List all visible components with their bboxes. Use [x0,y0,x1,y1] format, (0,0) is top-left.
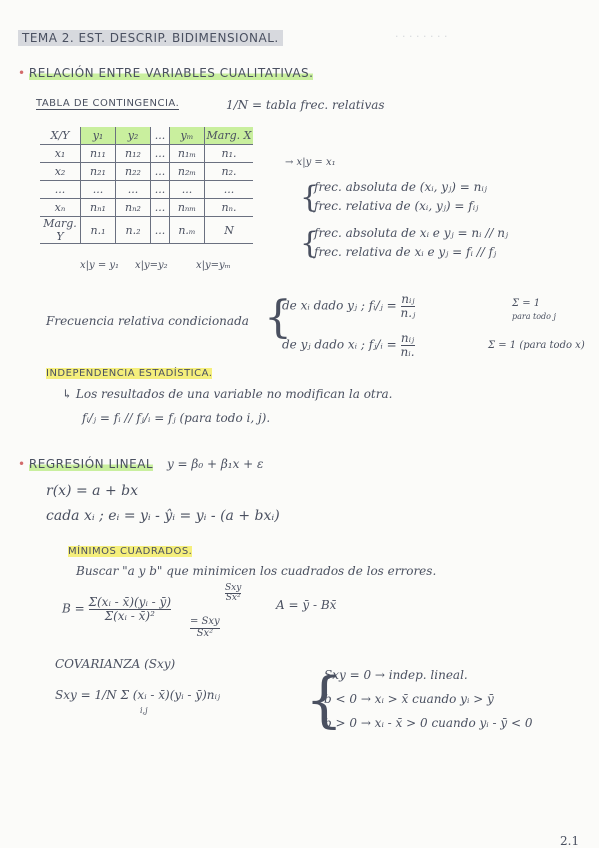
cond-freq-a [282,293,415,319]
table-cell: nₙ. [205,199,254,217]
denominator: Σ(xᵢ - x̄)² [104,608,155,623]
brace-icon: { [264,292,292,343]
cond-freq-b-sum: Σ = 1 (para todo x) [488,340,585,351]
table-header-cell: y₁ [81,127,116,145]
table-row [40,163,253,181]
cond-freq-a-sum: Σ = 1 [512,298,541,309]
table-cell: x₂ [40,163,81,181]
a-formula: A = ȳ - Bx̄ [276,598,337,612]
cond-freq-a-text: de xᵢ dado yⱼ ; fᵢ/ⱼ = [282,298,397,313]
col-arrow-note: x|y=yₘ [196,260,231,271]
table-cell: x₁ [40,145,81,163]
table-cell: Marg. Y [40,217,81,244]
numerator: = Sxy [190,616,220,627]
table-header-cell: y₂ [116,127,151,145]
bullet-icon: • [18,457,26,471]
b-label: B = [62,601,85,616]
table-cell: n.₂ [116,217,151,244]
table-cell: ... [151,163,170,181]
table-cell: n₁₂ [116,145,151,163]
col-arrow-note: x|y = y₁ [80,260,120,271]
table-cell: n₁ₘ [170,145,205,163]
covariance-formula: Sxy = 1/N Σ (xᵢ - x̄)(yᵢ - ȳ)nᵢⱼ [55,688,221,702]
regression-model: y = β₀ + β₁x + ε [166,457,264,471]
table-row [40,199,253,217]
independence-text: ↳ Los resultados de una variable no modifican la otra. [62,387,393,401]
table-cell: nₙₘ [170,199,205,217]
table-header-cell: ... [151,127,170,145]
table-note: 1/N = tabla frec. relativas [226,98,385,112]
numerator: Sxy [225,583,242,593]
table-cell: xₙ [40,199,81,217]
fraction [401,332,415,358]
table-cell: N [205,217,254,244]
brace-icon: { [300,226,320,261]
section2-heading [18,457,264,471]
fraction [401,293,416,319]
table-cell: ... [170,181,205,199]
table-row [40,145,253,163]
definition: frec. relativa de xᵢ e yⱼ = fᵢ // fⱼ [314,245,497,259]
table-cell: ... [151,199,170,217]
section2-heading-text: REGRESIÓN LINEAL [28,457,154,471]
col-arrow-note: x|y=y₂ [135,260,168,271]
denominator: Sx² [225,593,241,604]
denominator: nᵢ. [400,344,415,359]
covariance-sum-index: i,j [140,706,148,715]
table-cell: ... [205,181,254,199]
table-cell: n₂ₘ [170,163,205,181]
least-squares-heading: MÍNIMOS CUADRADOS. [68,546,193,557]
table-header-cell: yₘ [170,127,205,145]
fraction [225,584,241,604]
b-formula [62,596,171,622]
page-number: 2.1 [560,834,580,848]
covariance-case: b > 0 → xᵢ - x̄ > 0 cuando yᵢ - ȳ < 0 [324,716,533,730]
table-cell: ... [40,181,81,199]
section1-heading-text: RELACIÓN ENTRE VARIABLES CUALITATIVAS. [28,66,314,80]
table-cell: n₂. [205,163,254,181]
section1-heading [18,66,313,80]
table-header-cell: Marg. X [205,127,254,145]
table-header-row [40,127,253,145]
table-cell: nₙ₁ [81,199,116,217]
covariance-heading: COVARIANZA (Sxy) [55,657,176,671]
table-cell: n₂₂ [116,163,151,181]
table-row [40,217,253,244]
table-heading: TABLA DE CONTINGENCIA. [36,98,180,109]
table-cell: ... [151,145,170,163]
row-arrow-note: → x|y = x₁ [285,157,336,168]
b-alt-fraction [225,584,241,604]
table-cell: nₙ₂ [116,199,151,217]
cond-freq-a-sum-note: para todo j [512,312,557,321]
cond-freq-b [282,332,415,358]
numerator: Σ(xᵢ - x̄)(yᵢ - ȳ) [88,595,172,609]
bullet-icon: • [18,66,26,80]
fraction [89,596,172,622]
table-cell: ... [116,181,151,199]
regression-line: r(x) = a + bx [46,483,138,499]
table-cell: ... [81,181,116,199]
contingency-table [40,127,253,244]
fraction [190,617,220,639]
table-cell: ... [151,181,170,199]
numerator: nᵢⱼ [401,292,415,306]
residual-formula: cada xᵢ ; eᵢ = yᵢ - ŷᵢ = yᵢ - (a + bxᵢ) [46,508,280,524]
definition: frec. relativa de (xᵢ, yⱼ) = fᵢⱼ [314,199,479,213]
page-title: TEMA 2. EST. DESCRIP. BIDIMENSIONAL. [18,30,283,46]
bleed-through-text: · · · · · · · · [395,30,448,43]
table-cell: n₁₁ [81,145,116,163]
covariance-case: b < 0 → xᵢ > x̄ cuando yᵢ > ȳ [324,692,494,706]
definition: frec. absoluta de xᵢ e yⱼ = nᵢ // nⱼ [314,226,509,240]
brace-icon: { [300,180,320,215]
b-mid-fraction [190,617,220,639]
covariance-case: Sxy = 0 → indep. lineal. [324,668,468,682]
cond-freq-b-text: de yⱼ dado xᵢ ; fⱼ/ᵢ = [282,337,397,352]
table-cell: n₁. [205,145,254,163]
least-squares-text: Buscar "a y b" que minimicen los cuadrados de los errores. [76,564,437,578]
definition: frec. absoluta de (xᵢ, yⱼ) = nᵢⱼ [314,180,487,194]
independence-heading: INDEPENDENCIA ESTADÍSTICA. [46,368,213,379]
table-row [40,181,253,199]
brace-icon: { [305,665,344,735]
table-cell: ... [151,217,170,244]
denominator: n.ⱼ [400,305,416,320]
table-header-cell: X/Y [40,127,81,145]
cond-freq-label: Frecuencia relativa condicionada [46,314,249,328]
denominator: Sx² [196,627,214,639]
table-cell: n₂₁ [81,163,116,181]
table-cell: n.ₘ [170,217,205,244]
table-cell: n.₁ [81,217,116,244]
numerator: nᵢⱼ [400,331,415,345]
independence-formula: fᵢ/ⱼ = fᵢ // fⱼ/ᵢ = fⱼ (para todo i, j). [82,411,271,425]
